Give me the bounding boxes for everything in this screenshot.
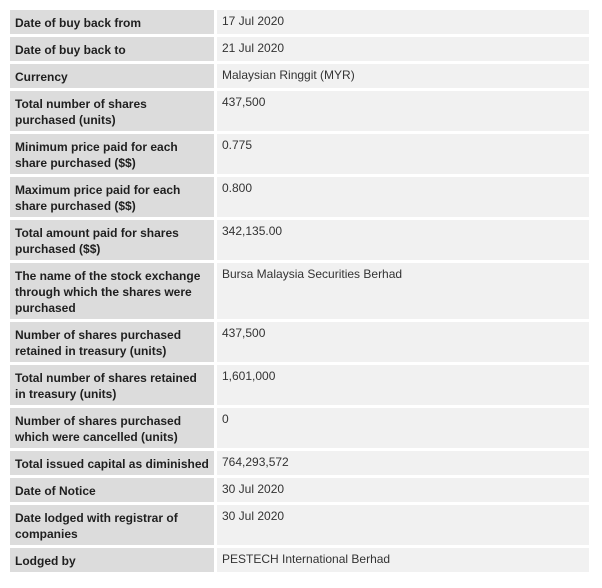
- field-label: Lodged by: [10, 548, 217, 572]
- field-value: Bursa Malaysia Securities Berhad: [217, 263, 589, 319]
- field-value: 342,135.00: [217, 220, 589, 260]
- field-value: 437,500: [217, 322, 589, 362]
- table-row: [10, 548, 589, 572]
- field-label: Minimum price paid for each share purchased ($$): [10, 134, 217, 174]
- field-label: Total amount paid for shares purchased ($$): [10, 220, 217, 260]
- field-label: Date of buy back to: [10, 37, 217, 61]
- field-value: 437,500: [217, 91, 589, 131]
- field-label: Number of shares purchased retained in treasury (units): [10, 322, 217, 362]
- table-row: [10, 408, 589, 448]
- field-value: 30 Jul 2020: [217, 505, 589, 545]
- field-label: Date of buy back from: [10, 10, 217, 34]
- field-label: Currency: [10, 64, 217, 88]
- field-value: 1,601,000: [217, 365, 589, 405]
- field-label: Number of shares purchased which were cancelled (units): [10, 408, 217, 448]
- table-row: [10, 451, 589, 475]
- table-row: [10, 64, 589, 88]
- field-value: 17 Jul 2020: [217, 10, 589, 34]
- field-value: 0.775: [217, 134, 589, 174]
- field-value: 30 Jul 2020: [217, 478, 589, 502]
- field-value: 0.800: [217, 177, 589, 217]
- table-row: [10, 220, 589, 260]
- field-value: 0: [217, 408, 589, 448]
- field-value: PESTECH International Berhad: [217, 548, 589, 572]
- field-label: The name of the stock exchange through which the shares were purchased: [10, 263, 217, 319]
- table-row: [10, 37, 589, 61]
- field-label: Date of Notice: [10, 478, 217, 502]
- table-row: [10, 322, 589, 362]
- field-value: Malaysian Ringgit (MYR): [217, 64, 589, 88]
- table-row: [10, 91, 589, 131]
- table-row: [10, 505, 589, 545]
- table-row: [10, 478, 589, 502]
- table-row: [10, 263, 589, 319]
- field-label: Maximum price paid for each share purchased ($$): [10, 177, 217, 217]
- field-value: 21 Jul 2020: [217, 37, 589, 61]
- details-table: [10, 7, 589, 575]
- field-label: Total number of shares purchased (units): [10, 91, 217, 131]
- table-row: [10, 134, 589, 174]
- field-value: 764,293,572: [217, 451, 589, 475]
- table-row: [10, 10, 589, 34]
- field-label: Total issued capital as diminished: [10, 451, 217, 475]
- field-label: Total number of shares retained in treasury (units): [10, 365, 217, 405]
- field-label: Date lodged with registrar of companies: [10, 505, 217, 545]
- table-row: [10, 365, 589, 405]
- table-row: [10, 177, 589, 217]
